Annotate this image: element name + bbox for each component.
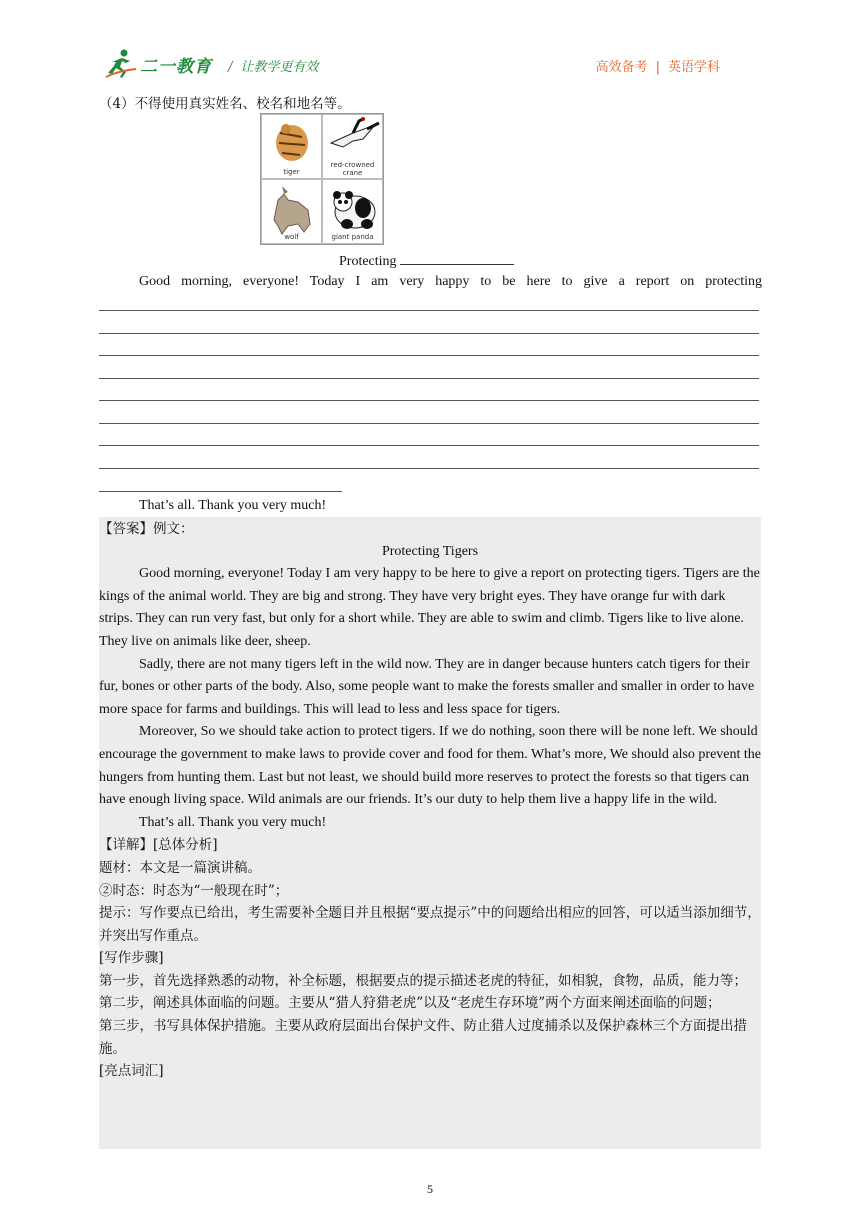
header-slogan (228, 56, 318, 75)
essay-paragraph-3: Moreover, So we should take action to protect tigers. If we do nothing, soon there will be none left. We should encourage the government to make laws to provide cover and food for them. What’s more, We should also prevent the hungers from hunting them. Last but not least, we should build more reserves to protect the forests so that tigers can have enough living space. Wild animals are our friends. It’s our duty to help them live a happy life in the wild. (99, 724, 761, 808)
header-subject (596, 56, 720, 75)
writing-line (99, 333, 759, 334)
page-number: 5 (427, 1182, 433, 1196)
writing-step-2: 第二步，阐述具体面临的问题。主要从“猎人狩猎老虎”以及“老虎生存环境”两个方面来阐述面临的问题； (99, 995, 721, 1012)
vocab-label: [亮点词汇] (99, 1063, 164, 1080)
crane-caption-line1: red-crowned (330, 161, 375, 169)
prompt-opening: Good morning, everyone! Today I am very happy to be here to give a report on protecting (139, 274, 762, 289)
writing-line-short (99, 491, 342, 492)
crane-image (322, 114, 383, 179)
runner-logo-icon (104, 48, 138, 80)
writing-line (99, 468, 759, 469)
title-blank (400, 251, 514, 265)
crane-caption (323, 161, 382, 177)
answer-label: 【答案】例文： (99, 521, 194, 537)
tiger-caption: tiger (283, 168, 300, 176)
slogan-text: 让教学更有效 (240, 60, 319, 75)
prompt-title-text: Protecting (339, 254, 397, 269)
writing-line (99, 423, 759, 424)
tiger-image (261, 114, 322, 179)
panda-image (322, 179, 383, 244)
writing-line (99, 310, 759, 311)
explanation-hint: 提示：写作要点已给出，考生需要补全题目并且根据“要点提示”中的问题给出相应的回答，可以适当添加细节，并突出写作重点。 (99, 905, 761, 944)
writing-steps-label: [写作步骤] (99, 950, 164, 967)
animal-image-grid (260, 113, 384, 245)
explanation-label: 【详解】[总体分析] (99, 837, 218, 854)
answer-section (99, 518, 761, 1083)
subject-prep: 高效备考 (595, 60, 648, 75)
requirement-4: （4）不得使用真实姓名、校名和地名等。 (99, 96, 351, 112)
wolf-caption: wolf (284, 233, 299, 241)
essay-paragraph-1: Good morning, everyone! Today I am very happy to be here to give a report on protecting tigers. Tigers are the kings of the animal world. They are big and strong. They have very bright eyes. They have orange fur with dark strips. They can run very fast, but only for a short while. They are able to swim and climb. Tigers like to live alone. They live on animals like deer, sheep. (99, 566, 760, 649)
writing-line (99, 378, 759, 379)
essay-paragraph-4: That’s all. Thank you very much! (139, 814, 327, 830)
crane-caption-line2: crane (342, 169, 363, 177)
essay-paragraph-2: Sadly, there are not many tigers left in the wild now. They are in danger because hunters catch tigers for their fur, bones or other parts of the body. Also, some people want to make the forests smaller and smaller in order to have more space for farms and buildings. This will lead to less and less space for tigers. (99, 656, 755, 717)
writing-line (99, 445, 759, 446)
wolf-image (261, 179, 322, 244)
prompt-closing: That’s all. Thank you very much! (139, 498, 327, 513)
writing-line (99, 400, 759, 401)
writing-line (99, 355, 759, 356)
brand-logo (104, 48, 212, 80)
prompt-title (339, 251, 514, 270)
panda-caption: giant panda (331, 233, 374, 241)
writing-step-1: 第一步，首先选择熟悉的动物，补全标题，根据要点的提示描述老虎的特征，如相貌，食物，品质，能力等； (99, 972, 747, 989)
logo-text: 二一教育 (140, 56, 212, 77)
page-header (100, 44, 760, 84)
slash-divider: / (228, 60, 233, 75)
essay-title: Protecting Tigers (381, 543, 479, 559)
writing-step-3: 第三步，书写具体保护措施。主要从政府层面出台保护文件、防止猎人过度捕杀以及保护森林三个方面提出措施。 (99, 1018, 747, 1057)
subject-separator: | (655, 60, 660, 75)
subject-name: 英语学科 (667, 60, 720, 75)
explanation-topic: 题材：本文是一篇演讲稿。 (99, 859, 261, 876)
explanation-tense: ②时态：时态为“一般现在时”； (99, 882, 289, 899)
